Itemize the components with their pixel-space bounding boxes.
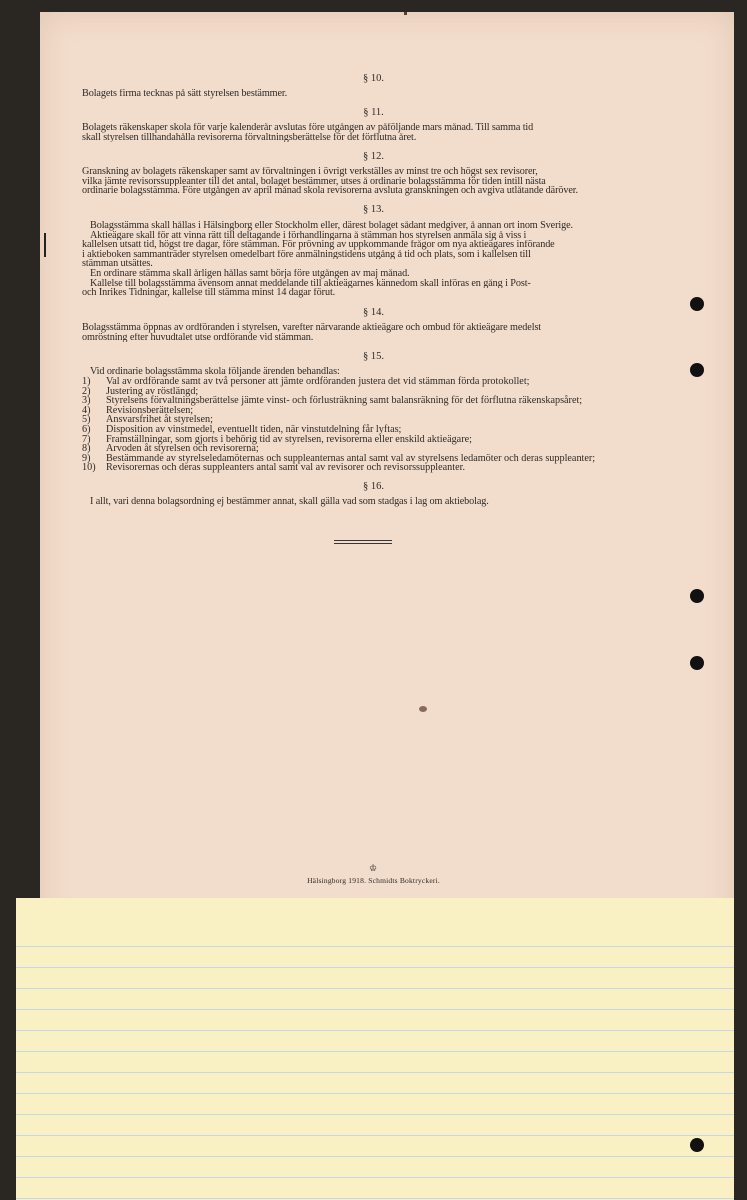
printer-emblem-icon: ♔ xyxy=(368,863,378,873)
divider xyxy=(334,543,392,544)
list-item: 7) Framställningar, som gjorts i behörig tid av styrelsen, revisorerna eller enskild aktieägare; xyxy=(82,433,472,445)
section-heading: § 15. xyxy=(363,351,384,362)
list-item: 2) Justering av röstlängd; xyxy=(82,385,199,397)
section-heading: § 14. xyxy=(363,307,384,318)
text-line: Aktieägare skall för att vinna rätt till deltagande i förhandlingarna å stämman hos styrelsen anmäla sig å viss i xyxy=(90,230,527,241)
text-line: I allt, vari denna bolagsordning ej bestämmer annat, skall gälla vad som stadgas i lag om aktiebolag. xyxy=(90,497,489,507)
text-line: vilka jämte revisorssuppleanter till det antal, bolaget bestämmer, utses å ordinarie bolagsstämma för tiden intill nästa xyxy=(82,176,546,187)
text-line: Bolagets räkenskaper skola för varje kalenderår avslutas före utgången av påföljande mars månad. Till samma tid xyxy=(82,123,534,133)
text-line: skall styrelsen tillhandahålla revisorerna förvaltningsberättelse för det förflutna året. xyxy=(82,132,417,143)
text-line: Granskning av bolagets räkenskaper samt av förvaltningen i övrigt verkställes av minst tre och högst sex revisorer, xyxy=(82,167,538,177)
list-item: 1) Val av ordförande samt av två personer att jämte ordföranden justera det vid stämman förda protokollet; xyxy=(82,376,530,387)
punch-hole xyxy=(690,297,704,311)
text-line: och Inrikes Tidningar, kallelse till stämma minst 14 dagar förut. xyxy=(82,288,336,298)
section-heading: § 13. xyxy=(363,204,384,215)
section-heading: § 11. xyxy=(363,107,384,118)
text-line: kallelsen utsatt tid, högst tre dagar, före stämman. För prövning av uppkommande frågor om nya aktieägares införande xyxy=(82,240,555,250)
paragraph xyxy=(82,89,656,99)
list-item: 4) Revisionsberättelsen; xyxy=(82,404,194,416)
text-line: Kallelse till bolagsstämma ävensom annat meddelande till aktieägarnes kännedom skall införas en gång i Post- xyxy=(90,278,531,289)
list-item: 6) Disposition av vinstmedel, eventuellt tiden, när vinstutdelning får lyftas; xyxy=(82,423,402,435)
list-item: 8) Arvoden åt styrelsen och revisorerna; xyxy=(82,443,259,455)
paragraph xyxy=(82,497,656,507)
list-item: 10) Revisorernas och deras suppleanters antal samt val av revisorer och revisorssuppleanter. xyxy=(82,462,465,474)
section-heading: § 10. xyxy=(363,73,384,84)
printer-footer: Hälsingborg 1918. Schmidts Boktryckeri. xyxy=(307,876,440,885)
paragraph xyxy=(82,167,656,196)
text-line: stämman utsättes. xyxy=(82,259,153,269)
punch-hole xyxy=(690,589,704,603)
punch-hole xyxy=(690,363,704,377)
agenda-list xyxy=(82,377,662,473)
list-item: 3) Styrelsens förvaltningsberättelse jämte vinst- och förlusträkning samt balansräkning för det förflutna räkenskapsåret; xyxy=(82,395,583,407)
text-line: ordinarie bolagsstämma. Före utgången av april månad skola revisorerna avsluta granskningen och avgiva utlåtande däröver. xyxy=(82,186,578,196)
text-line: Vid ordinarie bolagsstämma skola följande ärenden behandlas: xyxy=(90,367,340,377)
section-heading: § 16. xyxy=(363,481,384,492)
text-line: En ordinare stämma skall årligen hållas samt börja före utgången av maj månad. xyxy=(90,268,410,279)
text-line: i aktieboken sammanträder styrelsen omedelbart före anmälningstidens utgång å tid och plats, som i kallelsen till xyxy=(82,249,531,260)
text-line: Bolagsstämma öppnas av ordföranden i styrelsen, varefter närvarande aktieägare och ombud för aktieägare medelst xyxy=(82,323,542,333)
paragraph xyxy=(82,221,656,298)
text-line: omröstning efter huvudtalet utse ordförande vid stämman. xyxy=(82,332,314,343)
section-heading: § 12. xyxy=(363,151,384,162)
punch-hole xyxy=(690,1138,704,1152)
text-line: Bolagsstämma skall hållas i Hälsingborg eller Stockholm eller, därest bolaget sådant medgiver, å annan ort inom Sverige. xyxy=(90,221,573,231)
list-item: 5) Ansvarsfrihet åt styrelsen; xyxy=(82,414,213,426)
punch-hole xyxy=(690,656,704,670)
paragraph xyxy=(82,323,656,342)
text-line: Bolagets firma tecknas på sätt styrelsen bestämmer. xyxy=(82,89,288,99)
list-item: 9) Bestämmande av styrelseledamöternas och suppleanternas antal samt val av styrelsens ledamöter och deras suppleanter; xyxy=(82,452,596,464)
paragraph xyxy=(82,123,656,142)
divider xyxy=(334,540,392,541)
